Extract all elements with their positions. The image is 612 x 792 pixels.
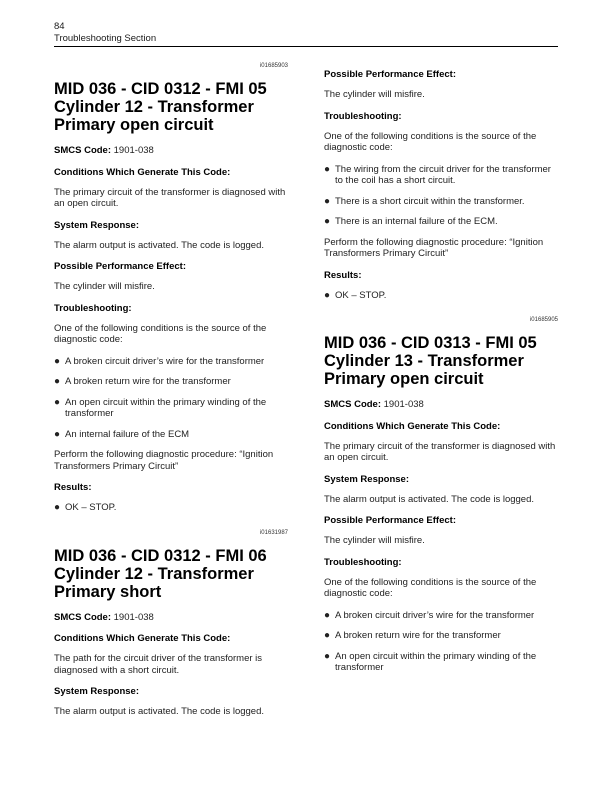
smcs-code: SMCS Code: 1901-038 [54,145,154,156]
list-item: ● A broken circuit driver’s wire for the transformer [324,609,535,621]
conditions-text: The path for the circuit driver of the transformer is diagnosed with a short circuit. [54,653,263,676]
list-item: ● A broken return wire for the transformer [324,630,501,641]
performance-effect-heading: Possible Performance Effect: [324,515,456,526]
list-item: ● A broken circuit driver’s wire for the transformer [54,355,265,367]
bullet-icon: ● [324,609,331,621]
list-item: ● OK – STOP. [324,289,387,301]
list-item: ● An internal failure of the ECM [54,428,190,440]
troubleshooting-text: One of the following conditions is the source of the diagnostic code: [54,322,267,345]
bullet-icon: ● [324,216,331,227]
smcs-code: SMCS Code: 1901-038 [324,399,424,410]
bullet-icon: ● [324,289,331,301]
conditions-list [54,356,288,441]
procedure-text: Perform the following diagnostic procedure: “Ignition Transformers Primary Circuit” [54,449,274,472]
system-response-text: The alarm output is activated. The code is logged. [54,239,265,251]
section-title: Troubleshooting Section [54,33,157,44]
conditions-list [324,164,558,228]
conditions-list [324,610,558,674]
header-rule [54,46,558,47]
results-heading: Results: [54,482,92,493]
troubleshooting-heading: Troubleshooting: [324,110,402,122]
results-list [54,502,288,514]
bullet-icon: ● [54,428,61,440]
list-item: ● There is a short circuit within the transformer. [324,195,525,207]
troubleshooting-text: One of the following conditions is the source of the diagnostic code: [324,130,537,153]
page-header [54,21,558,47]
conditions-text: The primary circuit of the transformer is diagnosed with an open circuit. [324,440,556,463]
bullet-icon: ● [324,630,331,641]
list-item: ● An open circuit within the primary winding of the transformer [54,396,267,419]
list-item: ● A broken return wire for the transformer [54,376,231,387]
performance-effect-text: The cylinder will misfire. [324,535,425,546]
section-title-heading: MID 036 - CID 0312 - FMI 05 Cylinder 12 - Transformer Primary open circuit [54,80,267,134]
performance-effect-heading: Possible Performance Effect: [54,261,186,272]
bullet-icon: ● [324,195,331,207]
performance-effect-text: The cylinder will misfire. [54,281,155,292]
page-number: 84 [54,21,65,32]
system-response-heading: System Response: [54,219,140,231]
troubleshooting-text: One of the following conditions is the source of the diagnostic code: [324,576,537,599]
bullet-icon: ● [324,650,331,662]
performance-effect-heading: Possible Performance Effect: [324,69,456,80]
section-title-heading: MID 036 - CID 0313 - FMI 05 Cylinder 13 - Transformer Primary open circuit [324,334,537,388]
list-item: ● There is an internal failure of the ECM. [324,216,498,227]
bullet-icon: ● [54,355,61,367]
section-id: i01685905 [529,317,558,323]
section-id: i01685903 [259,63,288,69]
bullet-icon: ● [54,376,61,387]
smcs-code: SMCS Code: 1901-038 [54,611,154,623]
list-item: ● The wiring from the circuit driver for the transformer to the coil has a short circuit. [324,163,551,186]
conditions-text: The primary circuit of the transformer is diagnosed with an open circuit. [54,186,286,209]
procedure-text: Perform the following diagnostic procedure: “Ignition Transformers Primary Circuit” [324,236,544,259]
conditions-heading: Conditions Which Generate This Code: [54,633,231,644]
system-response-text: The alarm output is activated. The code is logged. [54,706,265,717]
performance-effect-text: The cylinder will misfire. [324,89,425,100]
conditions-heading: Conditions Which Generate This Code: [324,420,501,432]
section-title-heading: MID 036 - CID 0312 - FMI 06 Cylinder 12 - Transformer Primary short [54,546,267,601]
list-item: ● OK – STOP. [54,502,117,513]
conditions-heading: Conditions Which Generate This Code: [54,166,231,178]
results-heading: Results: [324,269,362,281]
troubleshooting-heading: Troubleshooting: [54,302,132,314]
troubleshooting-heading: Troubleshooting: [324,556,402,568]
system-response-text: The alarm output is activated. The code is logged. [324,493,535,505]
bullet-icon: ● [54,502,61,513]
results-list [324,290,558,302]
bullet-icon: ● [54,396,61,408]
section-id: i01631987 [259,529,288,536]
left-column [54,62,288,728]
list-item: ● An open circuit within the primary winding of the transformer [324,650,537,673]
system-response-heading: System Response: [324,473,410,485]
system-response-heading: System Response: [54,686,140,697]
right-column [324,69,558,683]
bullet-icon: ● [324,163,331,175]
